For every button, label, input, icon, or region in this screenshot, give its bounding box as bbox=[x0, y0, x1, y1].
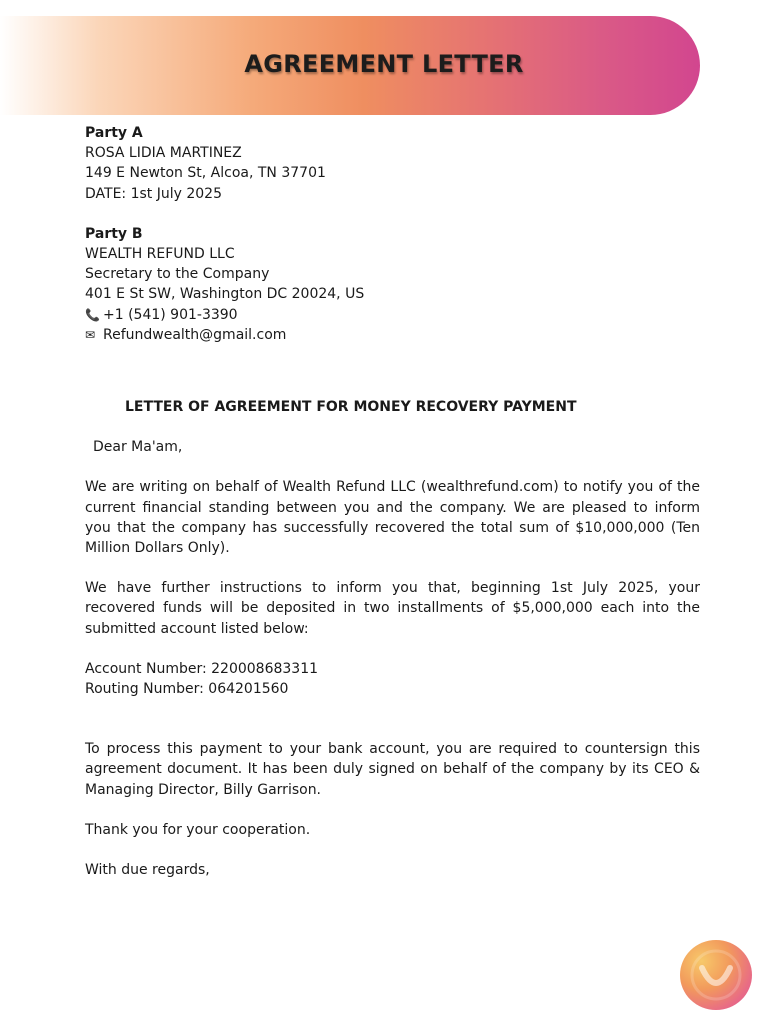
company-logo-icon bbox=[680, 940, 752, 1010]
account-number: Account Number: 220008683311 bbox=[85, 660, 319, 677]
party-b-phone-number: +1 (541) 901-3390 bbox=[103, 306, 238, 323]
document-title: AGREEMENT LETTER bbox=[244, 50, 524, 78]
party-b-phone bbox=[85, 305, 700, 325]
party-b-label: Party B bbox=[85, 225, 143, 242]
paragraph-2: We have further instructions to inform you that, beginning 1st July 2025, your recovered funds will be deposited in two installments of $5,000,000 each into the submitted account listed below: bbox=[85, 580, 700, 637]
letter-subject: LETTER OF AGREEMENT FOR MONEY RECOVERY PAYMENT bbox=[125, 399, 577, 416]
party-a-label: Party A bbox=[85, 125, 143, 141]
phone-icon: 📞 bbox=[85, 307, 100, 322]
routing-number: Routing Number: 064201560 bbox=[85, 681, 289, 698]
envelope-icon: ✉ bbox=[85, 327, 96, 342]
paragraph-1: We are writing on behalf of Wealth Refund LLC (wealthrefund.com) to notify you of the current financial standing between you and the company. We are pleased to inform you that the company has successfully recovered the total sum of $10,000,000 (Ten Million Dollars Only). bbox=[85, 479, 700, 557]
party-b-email-address: Refundwealth@gmail.com bbox=[103, 326, 287, 343]
party-a-date: DATE: 1st July 2025 bbox=[85, 185, 222, 202]
party-a-address: 149 E Newton St, Alcoa, TN 37701 bbox=[85, 165, 326, 182]
party-a-name: ROSA LIDIA MARTINEZ bbox=[85, 145, 242, 162]
closing-line: With due regards, bbox=[85, 862, 210, 879]
thanks-line: Thank you for your cooperation. bbox=[85, 821, 311, 838]
party-b-address: 401 E St SW, Washington DC 20024, US bbox=[85, 286, 365, 303]
party-b-email bbox=[85, 325, 700, 345]
party-b-role: Secretary to the Company bbox=[85, 266, 270, 283]
letter-body bbox=[85, 123, 700, 880]
paragraph-3: To process this payment to your bank account, you are required to countersign this agreement document. It has been duly signed on behalf of the company by its CEO & Managing Director, Billy Garrison. bbox=[85, 741, 700, 798]
letter-salutation: Dear Ma'am, bbox=[93, 439, 183, 456]
party-b-name: WEALTH REFUND LLC bbox=[85, 246, 235, 263]
